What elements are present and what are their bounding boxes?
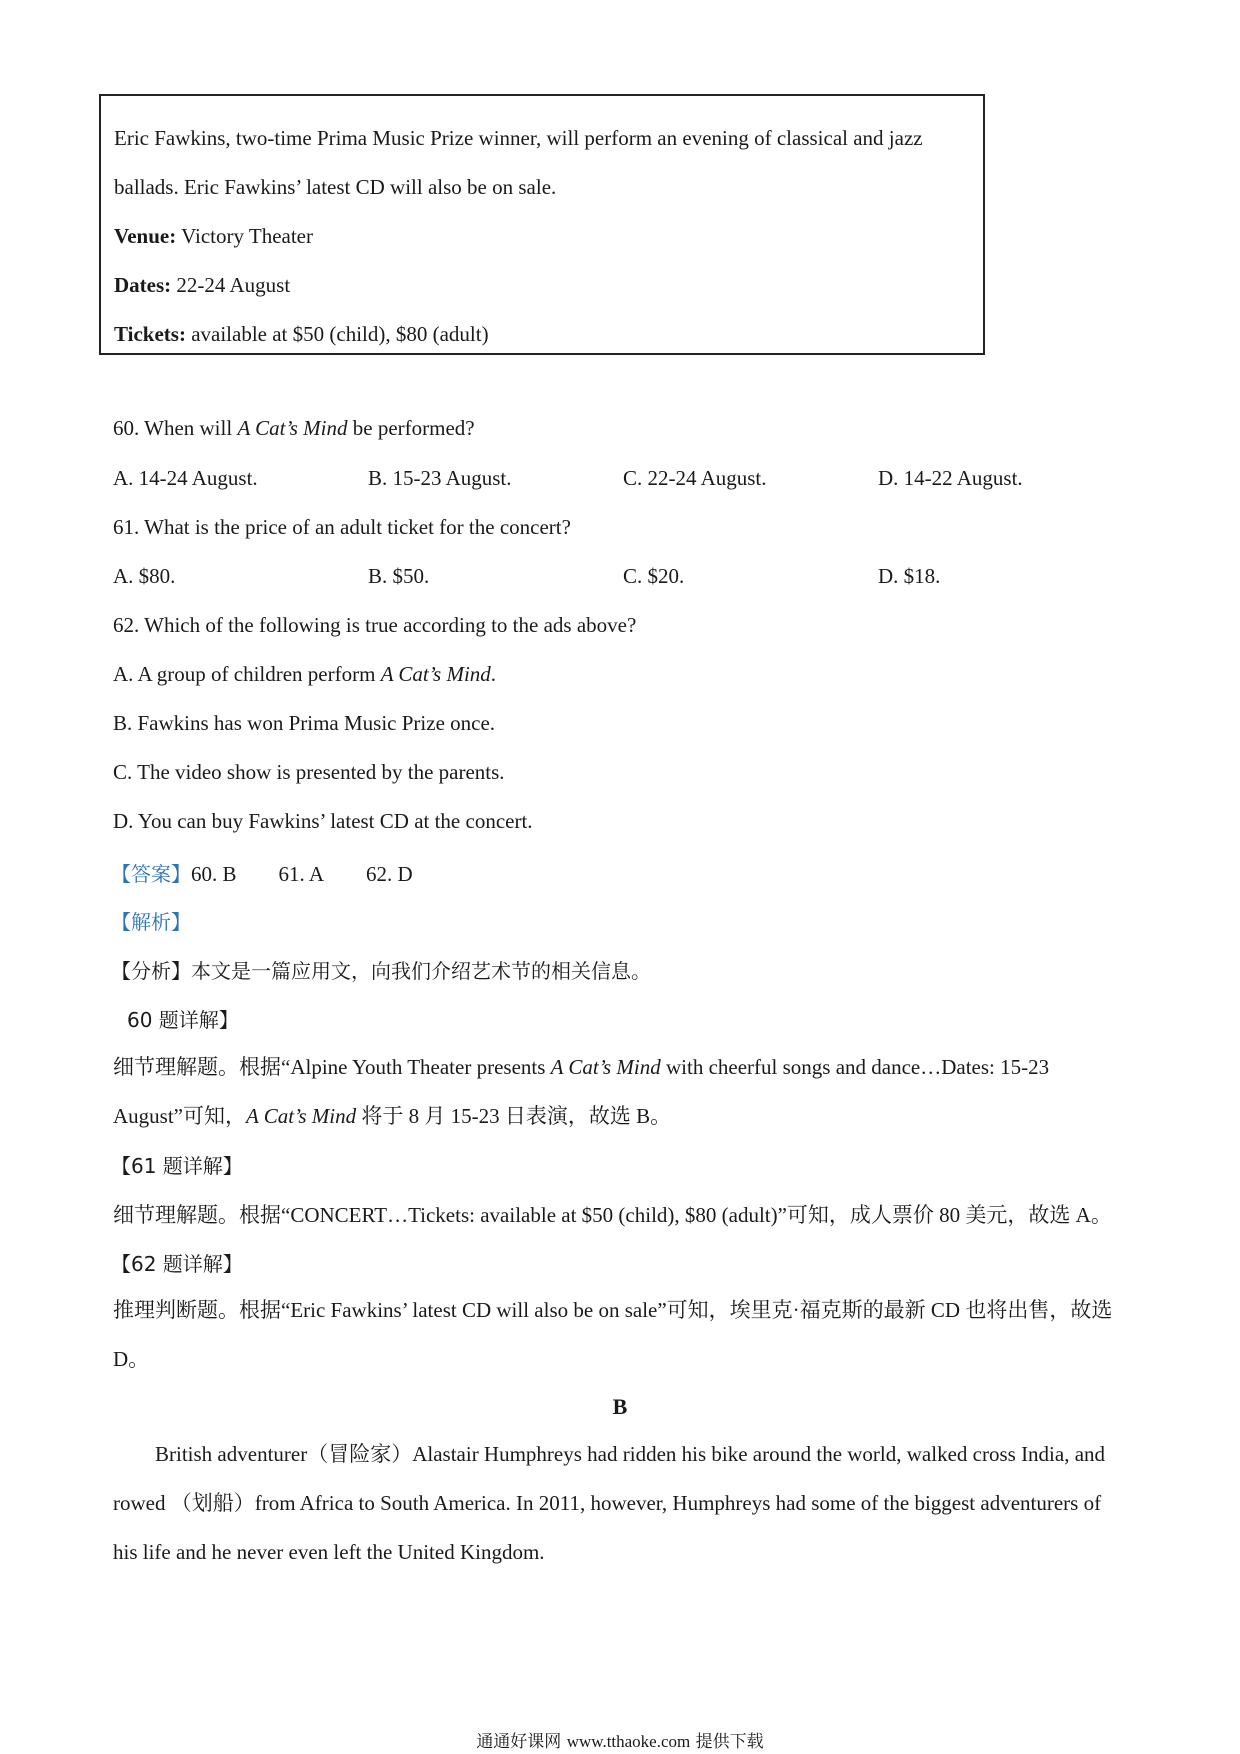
summary-text: 【分析】本文是一篇应用文，向我们介绍艺术节的相关信息。 <box>111 959 651 983</box>
detail-60-heading: 60 题详解】 <box>127 1008 239 1032</box>
q60-option-b: B. 15-23 August. <box>368 466 512 490</box>
q62-option-a-prefix: A. A group of children perform <box>113 662 381 686</box>
ad-dates <box>114 261 971 310</box>
answer-60: 60. B <box>191 862 237 886</box>
ad-tickets <box>114 310 971 359</box>
footer-url[interactable]: www.tthaoke.com <box>566 1732 691 1751</box>
answer-62: 62. D <box>366 862 413 886</box>
detail-60-line-1-a: 细节理解题。根据“Alpine Youth Theater presents <box>113 1055 551 1079</box>
passage-b-paragraph: British adventurer（冒险家）Alastair Humphreys had ridden his bike around the world, walked cross India, and rowed （划船）from Africa to South America. In 2011, however, Humphreys had some of the biggest adventurers of his life and he never even left the United Kingdom. <box>113 1442 1106 1564</box>
detail-62-heading: 【62 题详解】 <box>111 1252 243 1276</box>
detail-61-heading: 【61 题详解】 <box>111 1154 243 1178</box>
ad-venue <box>114 212 971 261</box>
question-60-prefix: 60. When will <box>113 416 238 440</box>
question-60 <box>113 416 475 441</box>
q61-option-c: C. $20. <box>623 564 685 588</box>
detail-60-line-2-a: August”可知， <box>113 1104 246 1128</box>
q62-option-a-title: A Cat’s Mind <box>380 662 491 686</box>
question-61: 61. What is the price of an adult ticket for the concert? <box>113 515 571 539</box>
answer-line <box>111 858 413 887</box>
concert-ad-box <box>99 94 985 355</box>
q60-option-c: C. 22-24 August. <box>623 466 767 490</box>
answer-61: 61. A <box>278 862 325 886</box>
dates-label: Dates: <box>114 273 172 297</box>
tickets-value: available at $50 (child), $80 (adult) <box>185 322 489 346</box>
detail-60-line-1-title: A Cat’s Mind <box>550 1055 661 1079</box>
page-footer <box>0 1727 1240 1752</box>
detail-60-line-2 <box>113 1092 1129 1141</box>
detail-60-line-1-b: with cheerful songs and dance…Dates: 15-23 <box>660 1055 1050 1079</box>
q62-option-b: B. Fawkins has won Prima Music Prize once. <box>113 711 496 735</box>
question-60-title: A Cat’s Mind <box>237 416 348 440</box>
venue-label: Venue: <box>114 224 177 248</box>
q61-option-b: B. $50. <box>368 564 430 588</box>
section-b-heading: B <box>612 1394 628 1419</box>
q62-option-a-suffix: . <box>490 662 497 686</box>
detail-60-line-1 <box>113 1043 1129 1092</box>
question-60-suffix: be performed? <box>347 416 475 440</box>
venue-value: Victory Theater <box>176 224 313 248</box>
q62-option-a <box>113 662 496 687</box>
q61-option-d: D. $18. <box>878 564 941 588</box>
q62-option-c: C. The video show is presented by the parents. <box>113 760 505 784</box>
ad-description-line-1: Eric Fawkins, two-time Prima Music Prize winner, will perform an evening of classical and jazz <box>114 126 923 150</box>
footer-site: 通通好课网 <box>476 1732 562 1752</box>
detail-61-text: 细节理解题。根据“CONCERT…Tickets: available at $50 (child), $80 (adult)”可知，成人票价 80 美元，故选 A。 <box>113 1203 1112 1227</box>
ad-description-line-2: ballads. Eric Fawkins’ latest CD will also be on sale. <box>114 175 557 199</box>
q61-option-a: A. $80. <box>113 564 176 588</box>
q60-option-a: A. 14-24 August. <box>113 466 258 490</box>
footer-note: 提供下载 <box>695 1732 764 1752</box>
dates-value: 22-24 August <box>171 273 291 297</box>
analysis-label: 【解析】 <box>111 910 191 934</box>
detail-60-text <box>113 1043 1129 1141</box>
tickets-label: Tickets: <box>114 322 186 346</box>
q60-option-d: D. 14-22 August. <box>878 466 1023 490</box>
q62-option-d: D. You can buy Fawkins’ latest CD at the concert. <box>113 809 533 833</box>
detail-62-text: 推理判断题。根据“Eric Fawkins’ latest CD will also be on sale”可知，埃里克·福克斯的最新 CD 也将出售，故选 D。 <box>113 1298 1113 1371</box>
detail-60-line-2-title: A Cat’s Mind <box>246 1104 357 1128</box>
detail-60-line-2-b: 将于 8 月 15-23 日表演，故选 B。 <box>356 1104 672 1128</box>
question-62: 62. Which of the following is true according to the ads above? <box>113 613 637 637</box>
answer-label: 【答案】 <box>111 862 191 886</box>
